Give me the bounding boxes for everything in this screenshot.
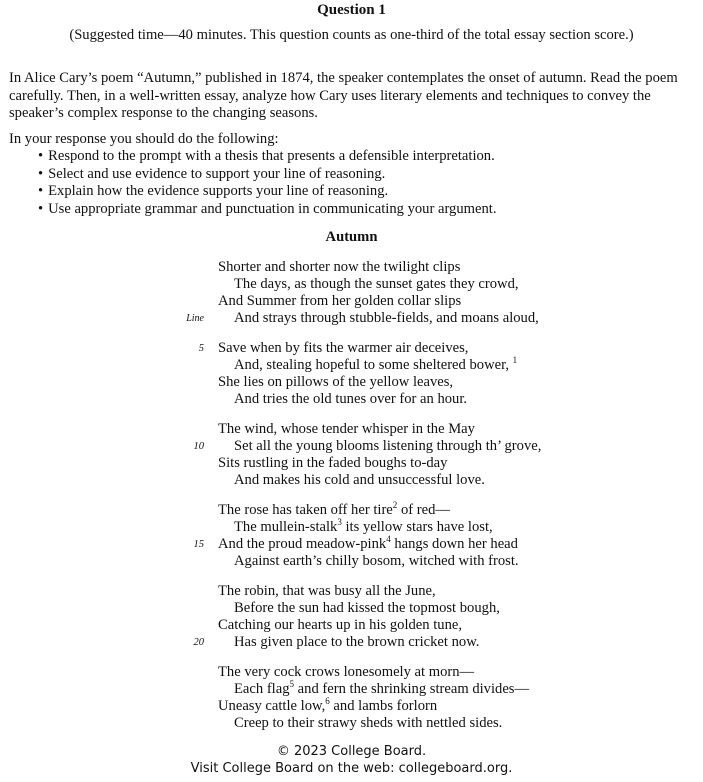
poem-line-text: The rose has taken off her tire: [218, 502, 393, 518]
footnote-marker: 6: [325, 696, 330, 706]
instruction-text: Select and use evidence to support your line of reasoning.: [48, 165, 386, 182]
line-number: 15: [193, 539, 204, 550]
poem-line: Save when by fits the warmer air deceives,: [218, 340, 469, 356]
footnote-marker: 1: [512, 355, 518, 365]
prompt-paragraph: In Alice Cary’s poem “Autumn,” published in 1874, the speaker contemplates the onset of autumn. Read the poem carefully. Then, in a well-written essay, analyze how Cary uses literary elements and techniques to convey the speaker’s complex response to the changing seasons.: [9, 70, 678, 121]
line-number: 20: [193, 637, 204, 648]
instruction-item: [38, 183, 496, 201]
question-title: Question 1: [317, 2, 386, 18]
poem-line: And makes his cold and unsuccessful love.: [234, 472, 485, 488]
instruction-text: Respond to the prompt with a thesis that presents a defensible interpretation.: [48, 148, 495, 164]
poem-line-text: and lambs forlorn: [329, 698, 438, 714]
poem-line: And Summer from her golden collar slips: [218, 293, 462, 309]
poem-line: She lies on pillows of the yellow leaves,: [218, 374, 454, 390]
poem-line-text: Each flag: [234, 681, 290, 697]
poem-line: Against earth’s chilly bosom, witched with frost.: [234, 553, 519, 569]
poem-line-text: Uneasy cattle low,: [218, 698, 326, 714]
instruction-item: [38, 148, 496, 166]
poem-line: The wind, whose tender whisper in the May: [218, 421, 475, 437]
instructions-list: [38, 148, 496, 218]
poem-line: The very cock crows lonesomely at morn—: [218, 664, 475, 680]
poem-line-text: of red—: [397, 502, 450, 518]
poem-line-text: And the proud meadow-pink: [218, 536, 387, 552]
poem-line: Creep to their strawy sheds with nettled sides.: [234, 715, 503, 731]
poem-line-text: and fern the shrinking stream divides—: [294, 681, 530, 697]
poem-line: Catching our hearts up in his golden tune,: [218, 617, 462, 633]
poem-line-text: The mullein-stalk: [234, 519, 338, 535]
poem-line: The robin, that was busy all the June,: [218, 583, 436, 599]
poem-line: And strays through stubble-fields, and moans aloud,: [234, 310, 539, 326]
poem-title: Autumn: [325, 229, 378, 245]
footer-copyright: © 2023 College Board.: [276, 744, 427, 759]
line-label: Line: [186, 313, 204, 324]
footnote-marker: 5: [289, 679, 295, 689]
footnote-marker: 2: [392, 500, 398, 510]
poem-line-text: its yellow stars have lost,: [341, 519, 493, 535]
instructions-intro: In your response you should do the following:: [9, 131, 279, 147]
poem-line: [218, 357, 517, 374]
footnote-marker: 3: [337, 517, 342, 527]
poem-line: [218, 698, 437, 715]
poem-line: Shorter and shorter now the twilight clips: [218, 259, 461, 275]
poem-line-text: hangs down her head: [390, 536, 518, 552]
poem-line: And tries the old tunes over for an hour.: [234, 391, 468, 407]
timing-note: (Suggested time—40 minutes. This question counts as one-third of the total essay section score.): [69, 27, 634, 43]
poem-line: Before the sun had kissed the topmost bough,: [234, 600, 500, 616]
poem-line: [218, 502, 450, 519]
footnote-marker: 4: [386, 534, 391, 544]
instruction-item: [38, 201, 496, 219]
poem-line: [218, 536, 518, 553]
poem-line: [218, 519, 493, 536]
poem-line: Sits rustling in the faded boughs to-day: [218, 455, 448, 471]
poem-line: Has given place to the brown cricket now.: [234, 634, 480, 650]
instruction-text: Use appropriate grammar and punctuation in communicating your argument.: [48, 200, 497, 217]
poem-line-text: And, stealing hopeful to some sheltered bower,: [234, 357, 510, 373]
footer-visit-link[interactable]: Visit College Board on the web: collegeboard.org.: [190, 761, 513, 776]
poem-line: Set all the young blooms listening through th’ grove,: [234, 438, 542, 454]
poem-line: The days, as though the sunset gates they crowd,: [234, 276, 519, 292]
line-number: 5: [198, 343, 204, 354]
instruction-item: [38, 166, 496, 184]
instruction-text: Explain how the evidence supports your line of reasoning.: [48, 183, 389, 199]
line-number: 10: [193, 441, 204, 452]
poem-line: [218, 681, 529, 698]
